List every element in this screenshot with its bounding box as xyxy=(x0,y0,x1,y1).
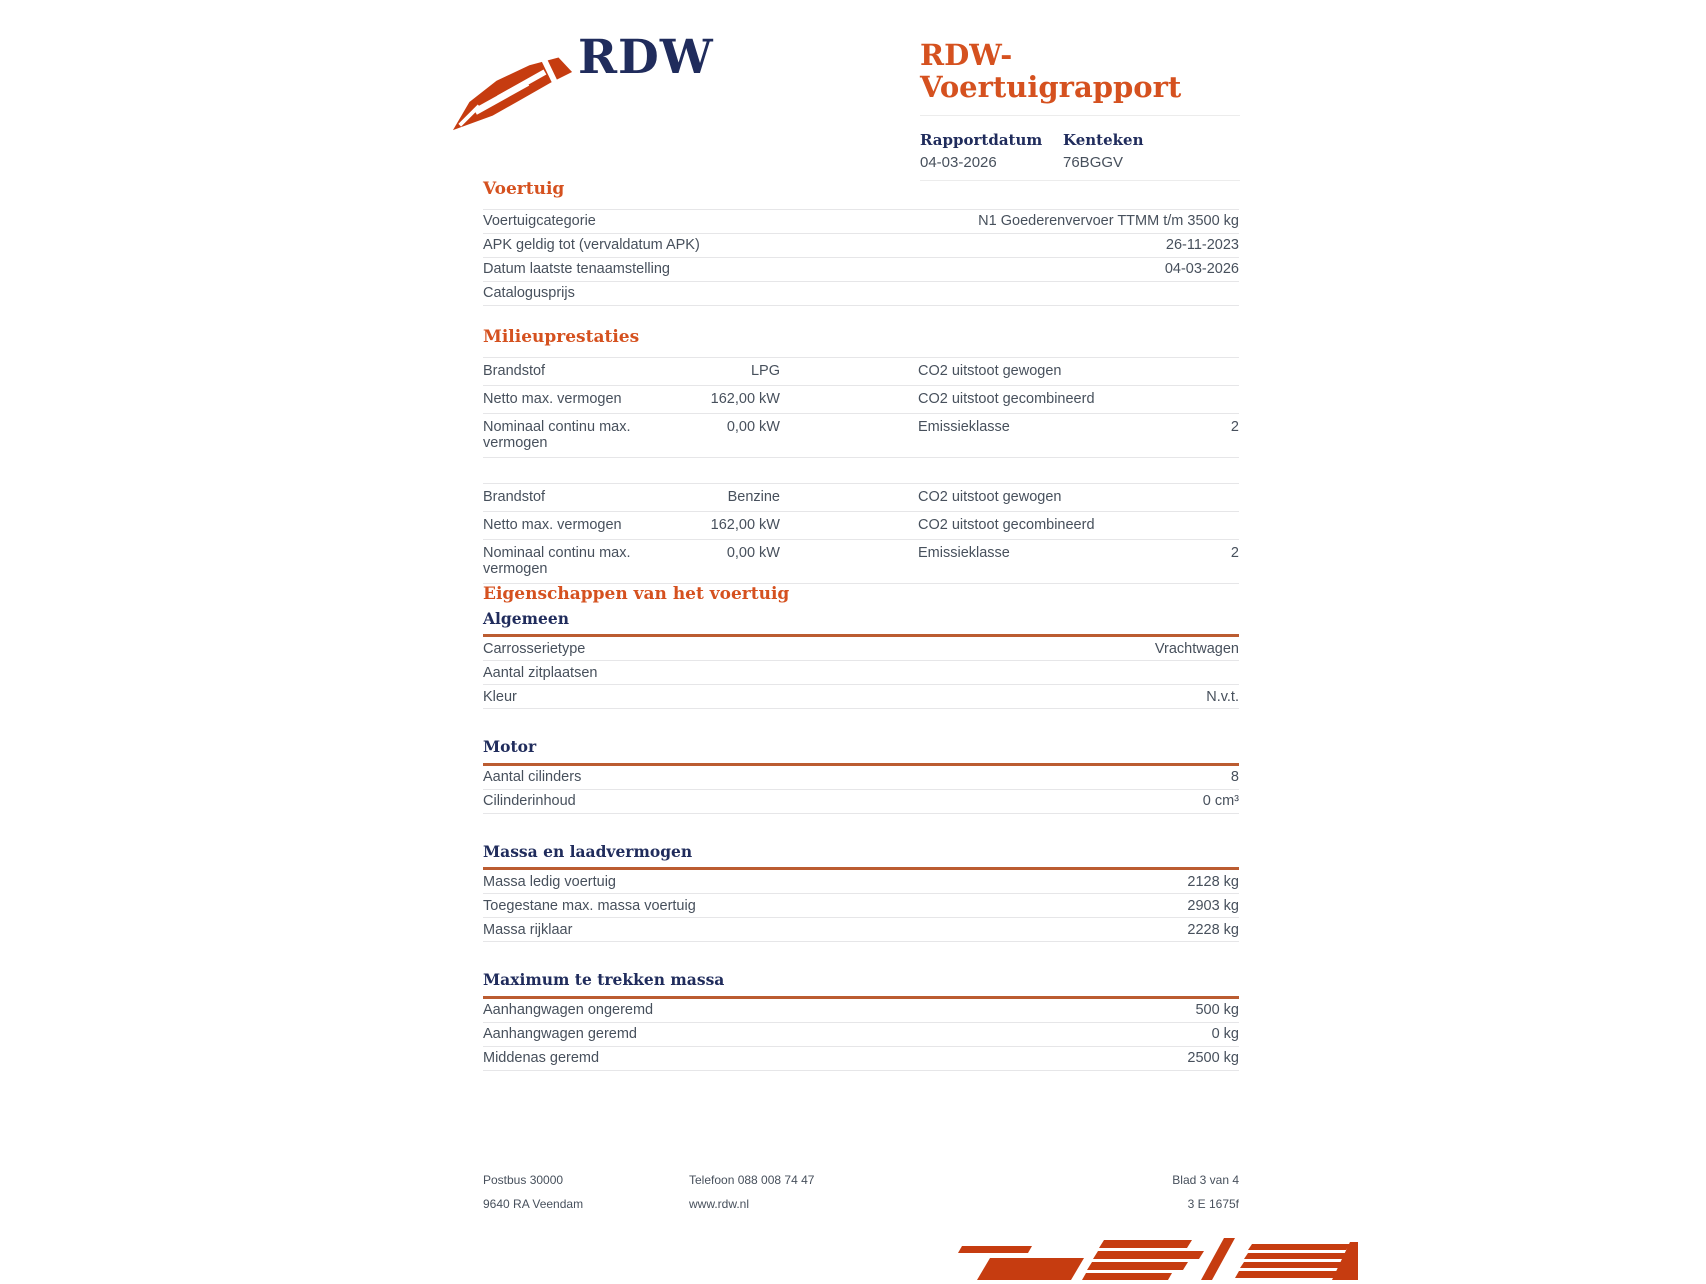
massa-table xyxy=(483,870,1239,942)
trekken-massa-table xyxy=(483,999,1239,1071)
row-label: Nominaal continu max. vermogen xyxy=(483,419,631,452)
subsection-algemeen xyxy=(483,610,1239,710)
footer-page-number: Blad 3 van 4 xyxy=(1172,1173,1239,1187)
footer-page-info xyxy=(1172,1174,1239,1210)
row-value: 04-03-2026 xyxy=(1164,261,1239,278)
subsection-trekken-massa xyxy=(483,971,1239,1071)
row-label: CO2 uitstoot gewogen xyxy=(918,363,1062,380)
row-value: 500 kg xyxy=(1195,1002,1239,1019)
subsection-heading: Massa en laadvermogen xyxy=(483,843,1239,871)
table-row xyxy=(483,209,1239,234)
row-label: Datum laatste tenaamstelling xyxy=(483,261,670,278)
page-footer xyxy=(483,1174,1239,1210)
footer-address xyxy=(483,1174,689,1210)
row-label: Massa ledig voertuig xyxy=(483,873,616,890)
report-date-value: 04-03-2026 xyxy=(920,153,997,171)
row-label: CO2 uitstoot gewogen xyxy=(918,489,1062,506)
subsection-massa xyxy=(483,843,1239,943)
row-label: Aanhangwagen ongeremd xyxy=(483,1002,654,1019)
footer-website: www.rdw.nl xyxy=(689,1197,750,1211)
table-row xyxy=(483,483,1239,512)
footer-phone: Telefoon 088 008 74 47 xyxy=(689,1173,815,1187)
row-label: Voertuigcategorie xyxy=(483,213,596,230)
row-label: Middenas geremd xyxy=(483,1050,600,1067)
kenteken-label: Kenteken xyxy=(1063,130,1144,149)
row-label: Aanhangwagen geremd xyxy=(483,1026,637,1043)
report-body xyxy=(483,0,1239,1280)
row-label: Emissieklasse xyxy=(918,419,1010,436)
subsection-heading: Algemeen xyxy=(483,610,1239,638)
table-row xyxy=(483,258,1239,282)
table-row xyxy=(483,282,1239,306)
row-value: 2903 kg xyxy=(1187,897,1239,914)
subsection-heading: Maximum te trekken massa xyxy=(483,971,1239,999)
table-row xyxy=(483,637,1239,661)
row-value: 162,00 kW xyxy=(710,517,780,534)
row-label: Carrosserietype xyxy=(483,640,586,657)
table-row xyxy=(483,685,1239,709)
row-label: Brandstof xyxy=(483,489,546,506)
algemeen-table xyxy=(483,637,1239,709)
row-value: 2128 kg xyxy=(1187,873,1239,890)
section-heading: Eigenschappen van het voertuig xyxy=(483,584,790,604)
table-row xyxy=(483,918,1239,942)
row-label: Aantal cilinders xyxy=(483,769,582,786)
row-label: Netto max. vermogen xyxy=(483,391,622,408)
footer-address-line1: Postbus 30000 xyxy=(483,1173,564,1187)
table-row xyxy=(483,386,1239,414)
row-value: 0,00 kW xyxy=(726,545,780,562)
row-label: Toegestane max. massa voertuig xyxy=(483,897,696,914)
section-voertuig xyxy=(483,180,1239,306)
row-value: N1 Goederenvervoer TTMM t/m 3500 kg xyxy=(978,213,1239,230)
table-row xyxy=(483,414,1239,458)
row-label: Netto max. vermogen xyxy=(483,517,622,534)
table-row xyxy=(483,357,1239,386)
motor-table xyxy=(483,766,1239,814)
milieu-block-benzine xyxy=(483,483,1239,584)
table-row xyxy=(483,894,1239,918)
section-eigenschappen xyxy=(483,585,1239,1071)
table-row xyxy=(483,234,1239,258)
voertuig-table xyxy=(483,209,1239,306)
row-label: Brandstof xyxy=(483,363,546,380)
table-row xyxy=(483,766,1239,790)
row-value: Benzine xyxy=(727,489,780,506)
section-heading: Milieuprestaties xyxy=(483,327,640,347)
row-label: Aantal zitplaatsen xyxy=(483,664,598,681)
footer-doc-code: 3 E 1675f xyxy=(1187,1197,1239,1211)
page-title: RDW-Voertuigrapport xyxy=(920,38,1182,104)
row-value: 2 xyxy=(1230,419,1239,436)
table-row xyxy=(483,870,1239,894)
table-row xyxy=(483,790,1239,814)
row-value: 0 cm³ xyxy=(1202,793,1239,810)
row-value: 162,00 kW xyxy=(710,391,780,408)
row-value: 0,00 kW xyxy=(726,419,780,436)
row-value: 2 xyxy=(1230,545,1239,562)
section-milieuprestaties xyxy=(483,328,1239,584)
row-label: Kleur xyxy=(483,688,517,705)
table-row xyxy=(483,999,1239,1023)
footer-contact xyxy=(689,1174,1172,1210)
table-row xyxy=(483,540,1239,584)
row-label: Nominaal continu max. vermogen xyxy=(483,545,631,578)
row-label: Cilinderinhoud xyxy=(483,793,576,810)
section-heading: Voertuig xyxy=(483,179,565,199)
row-value: N.v.t. xyxy=(1206,688,1239,705)
table-row xyxy=(483,512,1239,540)
row-label: CO2 uitstoot gecombineerd xyxy=(918,517,1095,534)
row-value: 2228 kg xyxy=(1187,921,1239,938)
subsection-heading: Motor xyxy=(483,738,1239,766)
subsection-motor xyxy=(483,738,1239,814)
row-value: Vrachtwagen xyxy=(1154,640,1239,657)
table-row xyxy=(483,1047,1239,1071)
row-label: CO2 uitstoot gecombineerd xyxy=(918,391,1095,408)
table-row xyxy=(483,661,1239,685)
footer-address-line2: 9640 RA Veendam xyxy=(483,1197,584,1211)
row-label: Catalogusprijs xyxy=(483,285,575,302)
table-row xyxy=(483,1023,1239,1047)
row-label: Massa rijklaar xyxy=(483,921,573,938)
row-value: 8 xyxy=(1230,769,1239,786)
rdw-stripes-graphic-icon xyxy=(938,1238,1358,1280)
kenteken-value: 76BGGV xyxy=(1063,153,1124,171)
report-date-label: Rapportdatum xyxy=(920,130,1043,149)
row-value: 26-11-2023 xyxy=(1165,237,1239,254)
rdw-logo-text: RDW xyxy=(578,30,714,85)
row-label: Emissieklasse xyxy=(918,545,1010,562)
row-label: APK geldig tot (vervaldatum APK) xyxy=(483,237,700,254)
row-value: LPG xyxy=(750,363,780,380)
row-value: 2500 kg xyxy=(1187,1050,1239,1067)
row-value: 0 kg xyxy=(1211,1026,1239,1043)
milieu-block-lpg xyxy=(483,357,1239,458)
